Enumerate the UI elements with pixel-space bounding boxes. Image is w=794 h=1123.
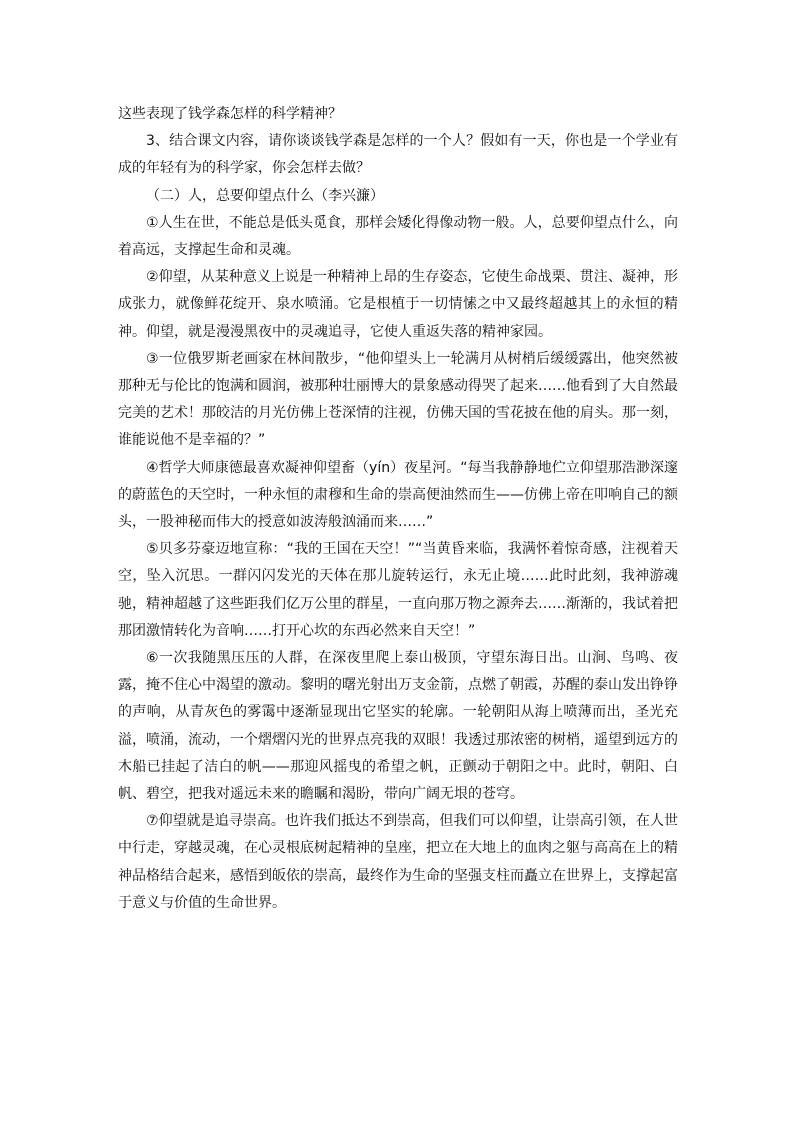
paragraph-5: ⑤贝多芬豪迈地宣称：“我的王国在天空！”“当黄昏来临，我满怀着惊奇感，注视着天空，坠入沉思。一群闪闪发光的天体在那儿旋转运行，永无止境……此时此刻，我神游魂驰，精神超越了这些距我们亿万公里的群星，一直向那万物之源奔去……渐渐的，我试着把那团激情转化为音响……打开心坎的东西必然来自天空！” (118, 541, 678, 639)
paragraph-2: ②仰望，从某种意义上说是一种精神上昂的生存姿态，它使生命战栗、贯注、凝神，形成张力，就像鲜花绽开、泉水喷涌。它是根植于一切情愫之中又最终超越其上的永恒的精神。仰望，就是漫漫黑夜中的灵魂追寻，它使人重返失落的精神家园。 (118, 269, 678, 340)
document-body (118, 101, 678, 917)
paragraph-7: ⑦仰望就是追寻崇高。也许我们抵达不到崇高，但我们可以仰望，让崇高引领，在人世中行走，穿越灵魂，在心灵根底树起精神的皇座，把立在大地上的血肉之躯与高高在上的精神品格结合起来，感悟到皈依的崇高，最终作为生命的坚强支柱而矗立在世界上，支撑起富于意义与价值的生命世界。 (118, 813, 678, 911)
paragraph-6: ⑥一次我随黑压压的人群，在深夜里爬上泰山极顶，守望东海日出。山涧、鸟鸣、夜露，掩不住心中渴望的激动。黎明的曙光射出万支金箭，点燃了朝霞，苏醒的泰山发出铮铮的声响，从青灰色的雾霭中逐渐显现出它坚实的轮廓。一轮朝阳从海上喷薄而出，圣光充溢，喷涌，流动，一个熠熠闪光的世界点亮我的双眼！我透过那浓密的树梢，遥望到远方的木船已挂起了洁白的帆——那迎风摇曳的希望之帆，正颤动于朝阳之中。此时，朝阳、白帆、碧空，把我对遥远未来的瞻瞩和渴盼，带向广阔无垠的苍穹。 (118, 650, 678, 803)
paragraph-1: ①人生在世，不能总是低头觅食，那样会矮化得像动物一般。人，总要仰望点什么，向着高远，支撑起生命和灵魂。 (118, 214, 678, 259)
section-title: （二）人，总要仰望点什么（李兴濂） (146, 187, 384, 204)
question-3: 3、结合课文内容，请你谈谈钱学森是怎样的一个人？假如有一天，你也是一个学业有成的年轻有为的科学家，你会怎样去做？ (118, 133, 678, 177)
paragraph-3: ③一位俄罗斯老画家在林间散步，“他仰望头上一轮满月从树梢后缓缓露出，他突然被那种无与伦比的饱满和圆润，被那种壮丽博大的景象感动得哭了起来……他看到了大自然最完美的艺术！那皎洁的月光仿佛上苍深情的注视，仿佛天国的雪花披在他的肩头。那一刻，谁能说他不是幸福的？” (118, 350, 678, 449)
paragraph-4: ④哲学大师康德最喜欢凝神仰望畜（yín）夜星河。“每当我静静地伫立仰望那浩渺深邃的蔚蓝色的天空时，一种永恒的肃穆和生命的崇高便油然而生——仿佛上帝在叩响自己的额头，一股神秘而伟大的授意如波涛般汹涌而来……” (118, 459, 678, 531)
question-continuation: 这些表现了钱学森怎样的科学精神？ (118, 106, 342, 122)
